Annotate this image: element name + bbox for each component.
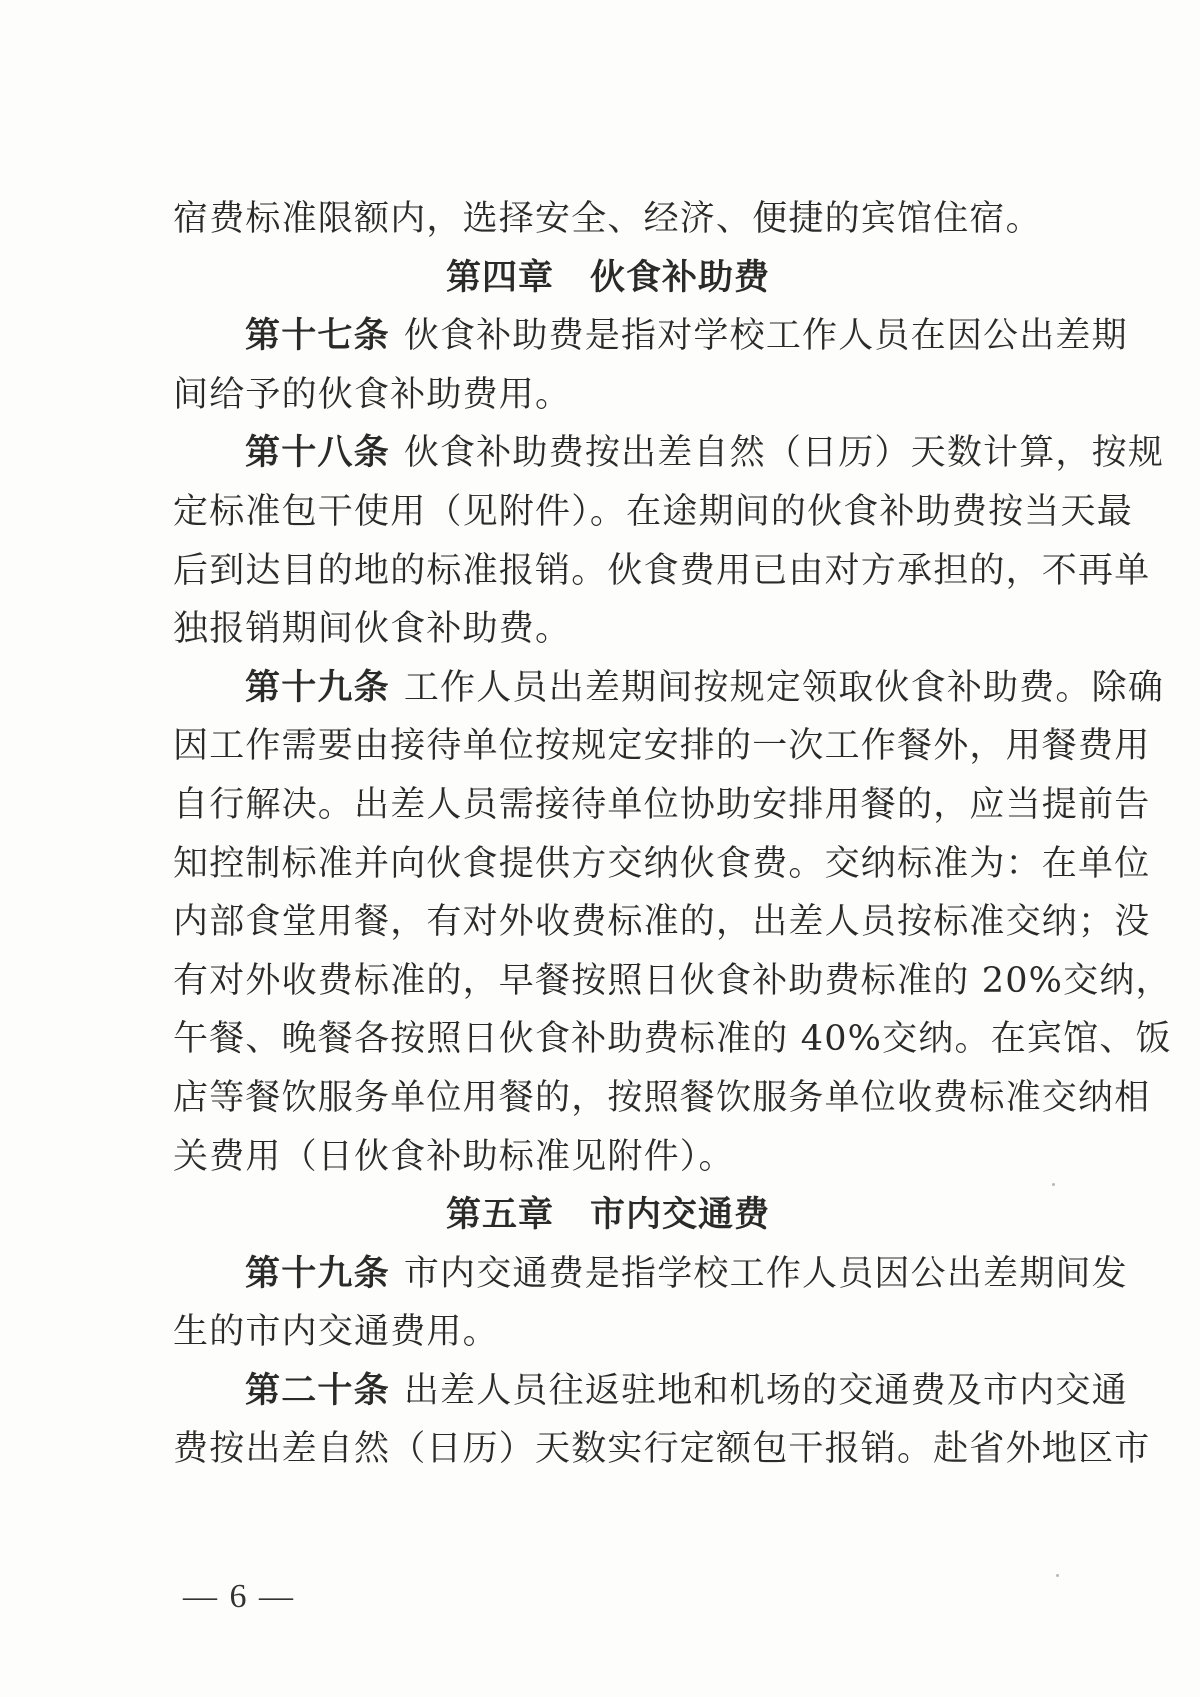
article-line <box>173 307 1128 366</box>
article-label: 第十八条 <box>245 433 390 474</box>
body-text-line: 午餐、晚餐各按照日伙食补助费标准的 40%交纳。在宾馆、饭 <box>173 1019 1172 1060</box>
article-text: 市内交通费是指学校工作人员因公出差期间发 <box>403 1253 1128 1294</box>
article-label: 第十七条 <box>245 316 390 357</box>
chapter-heading <box>173 249 1033 308</box>
body-text-line: 定标准包干使用（见附件）。在途期间的伙食补助费按当天最 <box>173 491 1133 532</box>
article-text: 伙食补助费按出差自然（日历）天数计算，按规 <box>403 433 1165 474</box>
article-label: 第十九条 <box>245 1253 390 1294</box>
body-text-line: 独报销期间伙食补助费。 <box>173 609 572 650</box>
body-text-line: 后到达目的地的标准报销。伙食费用已由对方承担的，不再单 <box>173 550 1151 591</box>
article-text: 伙食补助费是指对学校工作人员在因公出差期 <box>403 316 1128 357</box>
body-text-line: 宿费标准限额内，选择安全、经济、便捷的宾馆住宿。 <box>173 199 1042 239</box>
chapter-heading <box>173 1186 1033 1245</box>
body-text-line: 费按出差自然（日历）天数实行定额包干报销。赴省外地区市 <box>173 1429 1151 1470</box>
scan-speck <box>1052 1183 1055 1186</box>
document-body <box>173 190 1172 1479</box>
page-number: — 6 — <box>183 1578 295 1615</box>
body-text-line: 因工作需要由接待单位按规定安排的一次工作餐外，用餐费用 <box>173 726 1151 767</box>
body-text-line: 知控制标准并向伙食提供方交纳伙食费。交纳标准为：在单位 <box>173 843 1151 884</box>
body-text-line: 生的市内交通费用。 <box>173 1312 499 1353</box>
article-label: 第十九条 <box>245 667 390 708</box>
article-line <box>173 659 1165 718</box>
article-line <box>173 1362 1128 1421</box>
chapter-number: 第四章 <box>445 257 554 298</box>
article-text: 工作人员出差期间按规定领取伙食补助费。除确 <box>403 667 1165 708</box>
scan-speck <box>1056 1574 1059 1577</box>
body-text-line: 内部食堂用餐，有对外收费标准的，出差人员按标准交纳；没 <box>173 902 1151 943</box>
chapter-title: 伙食补助费 <box>590 257 771 298</box>
article-line <box>173 424 1165 483</box>
body-text-line: 店等餐饮服务单位用餐的，按照餐饮服务单位收费标准交纳相 <box>173 1077 1151 1118</box>
article-label: 第二十条 <box>245 1370 390 1411</box>
body-text-line: 有对外收费标准的，早餐按照日伙食补助费标准的 20%交纳， <box>173 960 1172 1001</box>
article-text: 出差人员往返驻地和机场的交通费及市内交通 <box>403 1370 1128 1411</box>
chapter-title: 市内交通费 <box>590 1195 771 1236</box>
body-text-line: 自行解决。出差人员需接待单位协助安排用餐的，应当提前告 <box>173 784 1151 825</box>
article-line <box>173 1245 1128 1304</box>
chapter-number: 第五章 <box>445 1195 554 1236</box>
body-text-line: 关费用（日伙食补助标准见附件）。 <box>173 1136 735 1177</box>
body-text-line: 间给予的伙食补助费用。 <box>173 374 572 415</box>
